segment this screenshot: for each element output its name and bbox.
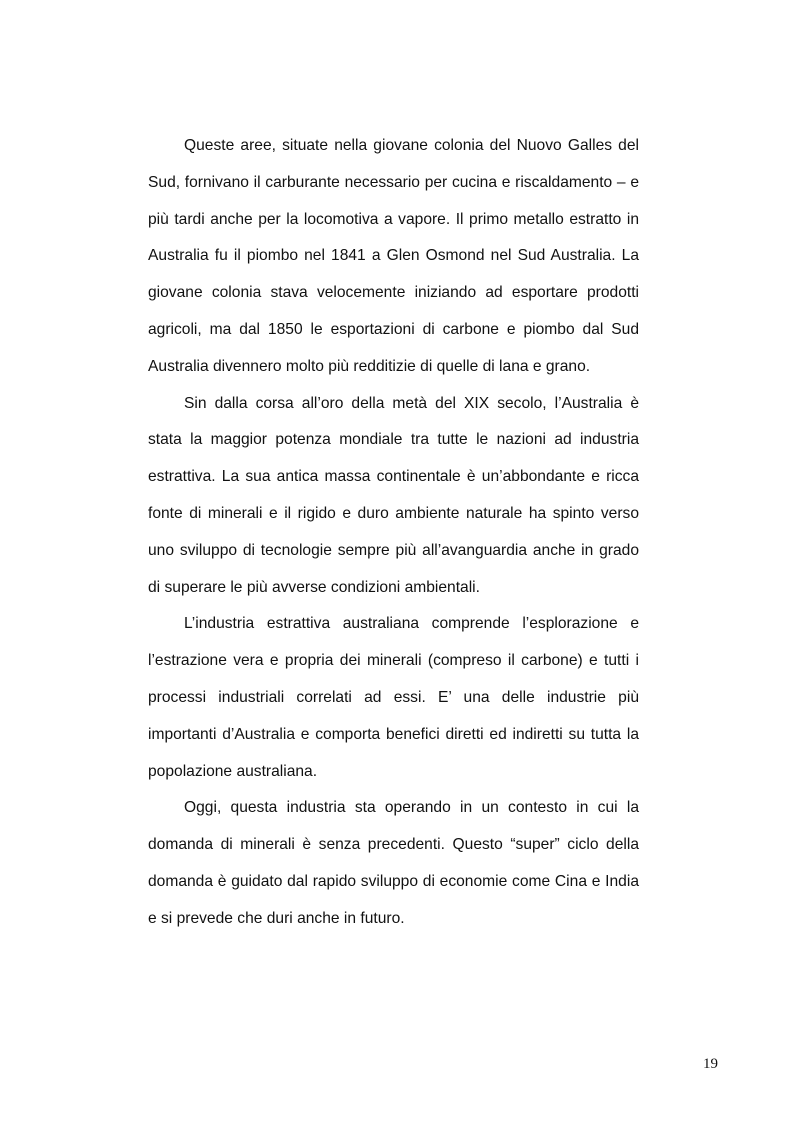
page-number: 19: [703, 1056, 718, 1072]
body-text: [148, 128, 639, 938]
paragraph-3: L’industria estrattiva australiana comprende l’esplorazione e l’estrazione vera e propria dei minerali (compreso il carbone) e tutti i processi industriali correlati ad essi. E’ una delle industrie più importanti d’Australia e comporta benefici diretti ed indiretti su tutta la popolazione australiana.: [148, 615, 639, 780]
paragraph-1: Queste aree, situate nella giovane colonia del Nuovo Galles del Sud, fornivano il carburante necessario per cucina e riscaldamento – e più tardi anche per la locomotiva a vapore. Il primo metallo estratto in Australia fu il piombo nel 1841 a Glen Osmond nel Sud Australia. La giovane colonia stava velocemente iniziando ad esportare prodotti agricoli, ma dal 1850 le esportazioni di carbone e piombo dal Sud Australia divennero molto più redditizie di quelle di lana e grano.: [148, 137, 639, 375]
paragraph-4: Oggi, questa industria sta operando in un contesto in cui la domanda di minerali è senza precedenti. Questo “super” ciclo della domanda è guidato dal rapido sviluppo di economie come Cina e India e si prevede che duri anche in futuro.: [148, 799, 639, 927]
paragraph-2: Sin dalla corsa all’oro della metà del XIX secolo, l’Australia è stata la maggior potenza mondiale tra tutte le nazioni ad industria estrattiva. La sua antica massa continentale è un’abbondante e ricca fonte di minerali e il rigido e duro ambiente naturale ha spinto verso uno sviluppo di tecnologie sempre più all’avanguardia anche in grado di superare le più avverse condizioni ambientali.: [148, 394, 639, 596]
